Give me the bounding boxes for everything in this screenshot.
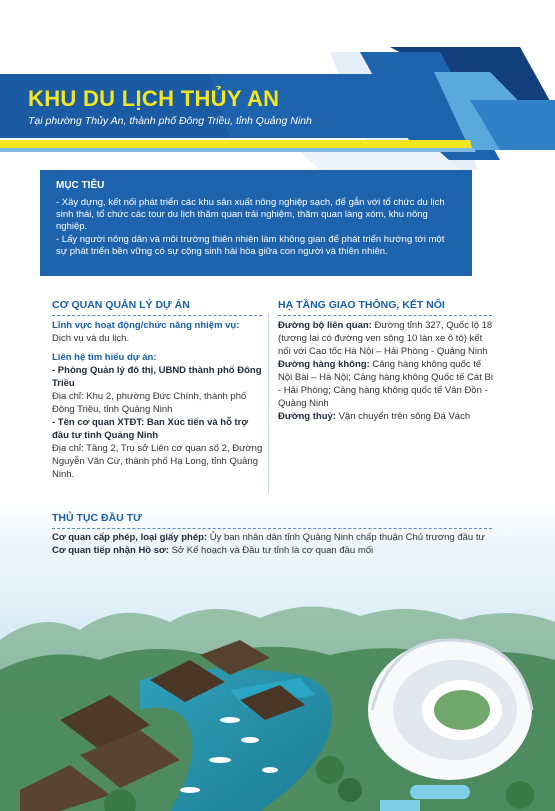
org2-name: - Tên cơ quan XTĐT: Ban Xúc tiến và hỗ trợ đầu tư tỉnh Quảng Ninh [52, 417, 249, 441]
org2-address: Địa chỉ: Tầng 2, Trụ sở Liên cơ quan số 2, Đường Nguyễn Văn Cừ, thành phố Hạ Long, tỉnh Quảng Ninh. [52, 443, 263, 480]
air-info [278, 358, 494, 410]
procedure-divider [52, 528, 492, 529]
receive-info [52, 544, 492, 557]
license-info [52, 531, 492, 544]
header-banner [0, 0, 555, 170]
banner-graphic [0, 0, 555, 170]
receive-label: Cơ quan tiếp nhận Hồ sơ: [52, 545, 169, 556]
water-info [278, 410, 494, 423]
field-label: Lĩnh vực hoạt động/chức năng nhiệm vụ: [52, 320, 240, 331]
air-label: Đường hàng không: [278, 359, 370, 370]
agency-divider [52, 315, 262, 316]
license-label: Cơ quan cấp phép, loại giấy phép: [52, 532, 208, 543]
agency-body [52, 319, 264, 481]
infra-section [278, 299, 494, 312]
infra-divider [278, 315, 492, 316]
procedure-heading: THỦ TỤC ĐẦU TƯ [52, 512, 142, 524]
objectives-heading: MỤC TIÊU [56, 180, 105, 191]
objectives-box [40, 170, 472, 276]
infra-body [278, 319, 494, 423]
page-subtitle: Tại phường Thủy An, thành phố Đông Triều, tỉnh Quảng Ninh [28, 115, 312, 127]
road-text: Đường tỉnh 327, Quốc lộ 18 (tương lai có đường ven sông 10 làn xe ô tô) kết nối với Cao tốc Hà Nội – Hải Phòng - Quảng Ninh [278, 320, 493, 357]
org1-address: Địa chỉ: Khu 2, phường Đức Chính, thành phố Đông Triều, tỉnh Quảng Ninh [52, 391, 247, 415]
objective-item: - Lấy người nông dân và môi trường thiên nhiên làm không gian để phát triển hướng tới một sự phát triển bền vững có sự cộng sinh hài hòa giữa con người và thiên nhiên. [56, 233, 445, 257]
field-value: Dịch vụ và du lịch. [52, 333, 130, 344]
water-text: Vận chuyển trên sông Đá Vách [335, 411, 471, 422]
objective-item: - Xây dựng, kết nối phát triển các khu sản xuất nông nghiệp sạch, để gắn với tổ chức du lịch sinh thái, tổ chức các tour du lịch thăm quan trải nghiệm, thăm quan làng xóm, khu nông nghiệp. [56, 197, 445, 233]
receive-text: Sở Kế hoạch và Đầu tư tỉnh là cơ quan đầu mối [168, 545, 374, 556]
water-label: Đường thuỷ: [278, 411, 336, 422]
agency-heading: CƠ QUAN QUẢN LÝ DỰ ÁN [52, 299, 190, 311]
procedure-section [52, 512, 492, 525]
column-divider [268, 313, 269, 493]
license-text: Ủy ban nhân dân tỉnh Quảng Ninh chấp thuận Chủ trương đầu tư [207, 532, 485, 543]
infra-heading: HẠ TẦNG GIAO THÔNG, KẾT NỐI [278, 299, 445, 311]
contact-label: Liên hệ tìm hiểu dự án: [52, 352, 157, 363]
agency-section [52, 299, 264, 312]
resort-illustration [0, 560, 555, 811]
org1-name: - Phòng Quản lý đô thị, UBND thành phố Đông Triều [52, 365, 262, 389]
procedure-body [52, 531, 492, 557]
page-title: KHU DU LỊCH THỦY AN [28, 86, 280, 111]
road-info [278, 319, 494, 358]
road-label: Đường bộ liên quan: [278, 320, 372, 331]
air-text: Cảng hàng không quốc tế Nội Bài – Hà Nội; Cảng hàng không Quốc tế Cát Bi - Hải Phòng; Cảng hàng không quốc tế Vân Đồn - Quảng Ninh [278, 359, 493, 409]
